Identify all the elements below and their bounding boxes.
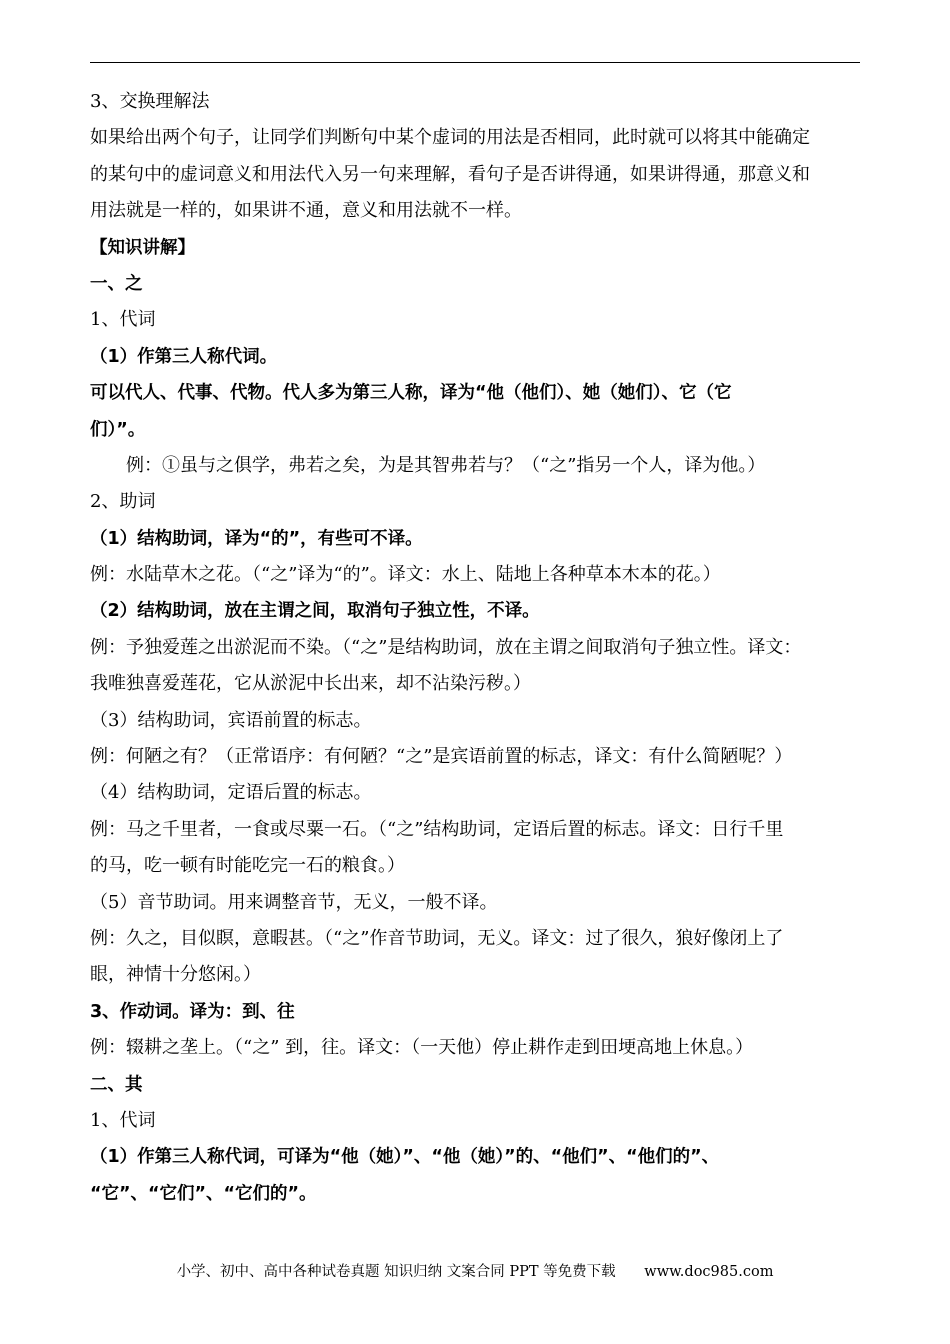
example-line: 例：何陋之有？（正常语序：有何陋？“之”是宾语前置的标志，译文：有什么简陋呢？）	[90, 746, 793, 768]
example-line: 我唯独喜爱莲花，它从淤泥中长出来，却不沾染污秽。）	[90, 673, 531, 695]
section-heading-zhi: 一、之	[90, 273, 143, 294]
point-heading: （1）结构助词，译为“的”，有些可不译。	[90, 528, 423, 549]
bold-paragraph-line: “它”、“它们”、“它们的”。	[90, 1183, 317, 1204]
document-body	[90, 84, 862, 1212]
example-line: 例：久之，目似瞑，意暇甚。（“之”作音节助词，无义。译文：过了很久，狼好像闭上了	[90, 927, 784, 949]
bold-paragraph-line: 们）”。	[90, 419, 146, 440]
bold-paragraph-line: 可以代人、代事、代物。代人多为第三人称，译为“他（他们）、她（她们）、它（它	[90, 383, 732, 404]
paragraph-line: 如果给出两个句子，让同学们判断句中某个虚词的用法是否相同，此时就可以将其中能确定	[90, 127, 810, 149]
point-heading: （2）结构助词，放在主谓之间，取消句子独立性，不译。	[90, 601, 540, 622]
point-heading: （3）结构助词，宾语前置的标志。	[90, 709, 372, 731]
example-line: 例：①虽与之俱学，弗若之矣，为是其智弗若与？（“之”指另一个人，译为他。）	[126, 454, 766, 476]
point-heading: （4）结构助词，定语后置的标志。	[90, 782, 372, 804]
section-title-knowledge: 【知识讲解】	[90, 237, 195, 258]
example-line: 眼，神情十分悠闲。）	[90, 964, 261, 986]
example-line: 例：马之千里者，一食或尽粟一石。（“之”结构助词，定语后置的标志。译文：日行千里	[90, 818, 784, 840]
heading-exchange-method: 3、交换理解法	[90, 91, 210, 112]
subheading-pronoun: 1、代词	[90, 309, 156, 331]
page-footer	[0, 1262, 950, 1282]
paragraph-line: 用法就是一样的，如果讲不通，意义和用法就不一样。	[90, 200, 522, 222]
example-line: 例：予独爱莲之出淤泥而不染。（“之”是结构助词，放在主谓之间取消句子独立性。译文：	[90, 636, 802, 658]
example-line: 例：水陆草木之花。（“之”译为“的”。译文：水上、陆地上各种草本木本的花。）	[90, 564, 721, 586]
point-heading: （5）音节助词。用来调整音节，无义，一般不译。	[90, 891, 498, 913]
point-heading: （1）作第三人称代词，可译为“他（她）”、“他（她）”的、“他们”、“他们的”、	[90, 1147, 720, 1168]
subheading-particle: 2、助词	[90, 491, 156, 513]
paragraph-line: 的某句中的虚词意义和用法代入另一句来理解，看句子是否讲得通，如果讲得通，那意义和	[90, 163, 810, 185]
point-heading: （1）作第三人称代词。	[90, 346, 278, 367]
section-heading-qi: 二、其	[90, 1074, 143, 1095]
subheading-pronoun: 1、代词	[90, 1109, 156, 1131]
example-line: 例：辍耕之垄上。（“之” 到，往。译文：（一天他）停止耕作走到田埂高地上休息。）	[90, 1037, 754, 1059]
subheading-verb: 3、作动词。译为：到、往	[90, 1001, 295, 1022]
footer-site-link[interactable]: www.doc985.com	[644, 1264, 774, 1280]
header-rule	[90, 62, 860, 63]
example-line: 的马，吃一顿有时能吃完一石的粮食。）	[90, 855, 405, 877]
footer-text: 小学、初中、高中各种试卷真题 知识归纳 文案合同 PPT 等免费下载	[176, 1264, 616, 1280]
